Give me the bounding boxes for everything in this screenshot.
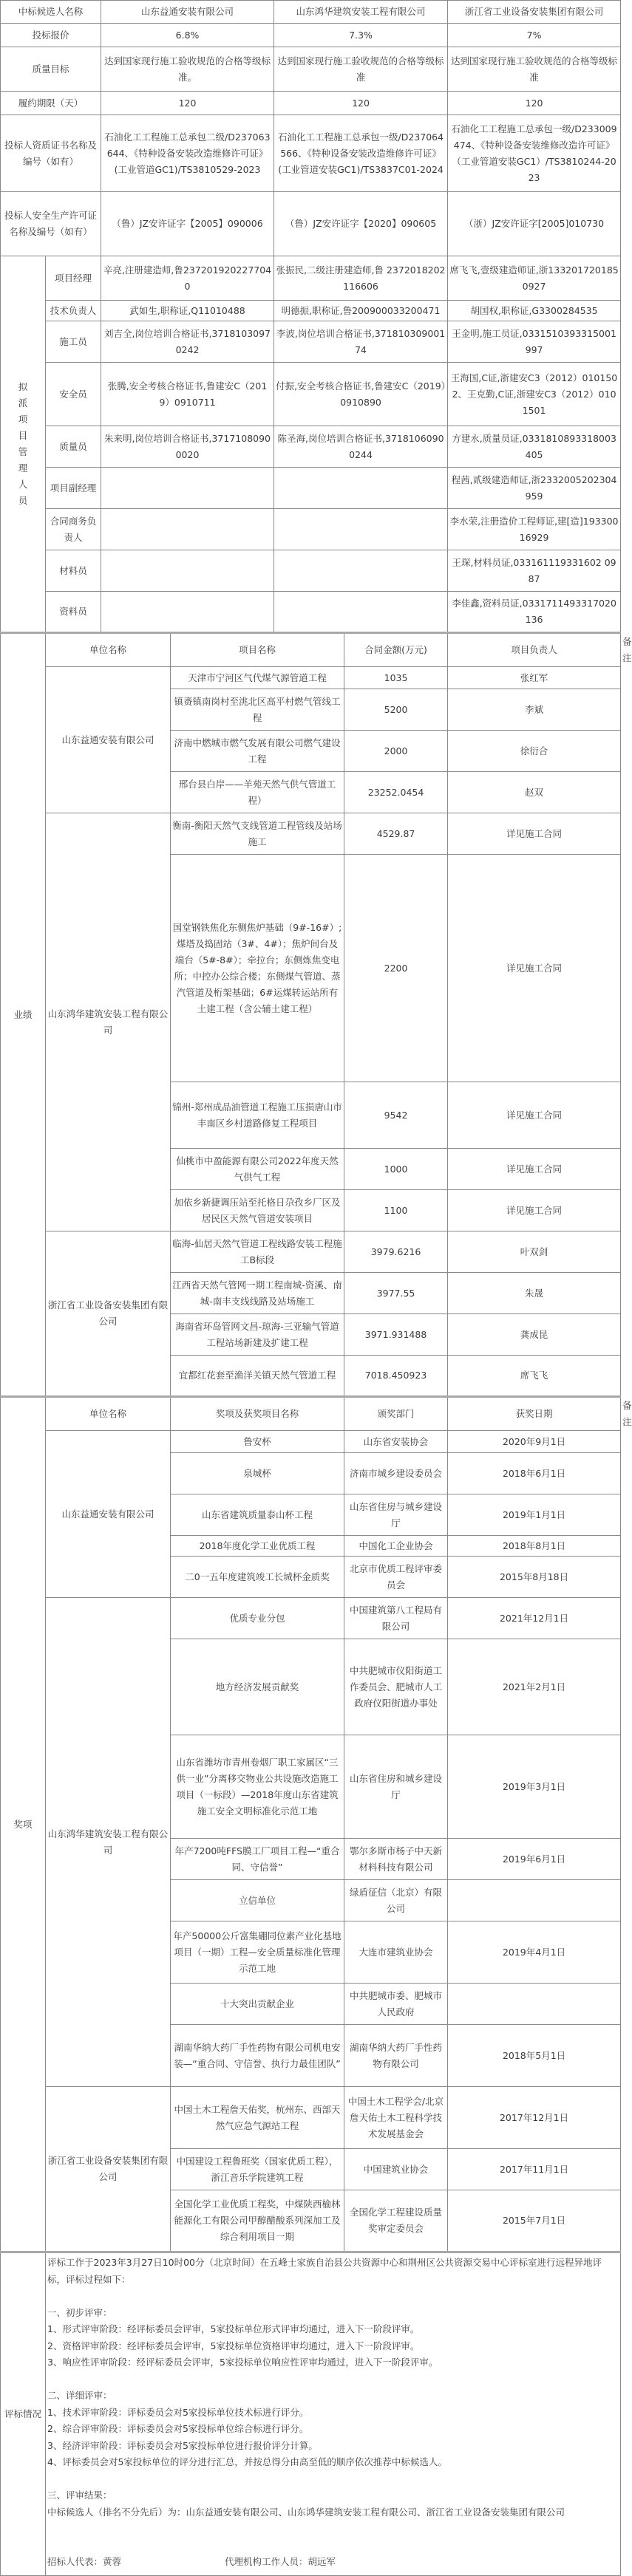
personnel-row <box>1 592 621 633</box>
personnel-value: 辛亮,注册建造师,鲁2372019202277040 <box>101 256 274 301</box>
performance-project: 邢台县白岸——羊苑天然气供气管道工程） <box>171 772 344 813</box>
performance-header: 合同金额(万元) <box>344 633 448 667</box>
personnel-value <box>101 509 274 550</box>
quality-target-1: 达到国家现行施工验收规范的合格等级标准。 <box>101 47 274 92</box>
personnel-row <box>1 550 621 592</box>
evaluation-line: 4、评标委员会对5家投标单位的评分进行汇总，并按总得分由高至低的顺序依次推荐中标候选人。 <box>47 2456 447 2467</box>
awards-date: 2018年5月1日 <box>448 2025 621 2087</box>
awards-row <box>1 1431 621 1453</box>
performance-amount: 1035 <box>344 667 448 689</box>
performance-project: 天津市宁河区气代煤气源管道工程 <box>171 667 344 689</box>
personnel-value <box>101 468 274 509</box>
personnel-value <box>101 550 274 592</box>
awards-award: 二0一五年度建筑竣工长城杯金质奖 <box>171 1557 344 1598</box>
personnel-role: 资料员 <box>46 592 101 633</box>
personnel-row <box>1 321 621 363</box>
awards-issuer: 中国土木工程学会/北京詹天佑土木工程科学技术发展基金会 <box>344 2087 448 2149</box>
awards-header: 单位名称 <box>46 1397 171 1431</box>
performance-header: 项目名称 <box>171 633 344 667</box>
performance-manager: 详见施工合同 <box>448 855 621 1082</box>
safety-license-label: 投标人安全生产许可证名称及编号（如有） <box>1 192 101 256</box>
awards-award: 鲁安杯 <box>171 1431 344 1453</box>
evaluation-line: 1、形式评审阶段：经评标委员会评审，5家投标单位形式评审均通过，进入下一阶段评审。 <box>47 2323 420 2334</box>
awards-date: 2019年4月1日 <box>448 1921 621 1984</box>
personnel-row <box>1 301 621 321</box>
safety-license-row <box>1 192 621 256</box>
awards-section-label: 奖项 <box>1 1397 46 2252</box>
awards-date: 2019年6月1日 <box>448 1839 621 1880</box>
awards-award: 地方经济发展贡献奖 <box>171 1639 344 1735</box>
evaluation-row <box>1 2252 621 2576</box>
bid-price-row <box>1 24 621 47</box>
awards-date: 2015年8月18日 <box>448 1557 621 1598</box>
evaluation-line <box>47 2521 617 2538</box>
evaluation-line <box>47 2538 617 2555</box>
performance-amount: 9542 <box>344 1082 448 1149</box>
performance-amount: 2200 <box>344 855 448 1082</box>
performance-amount: 3979.6216 <box>344 1231 448 1273</box>
personnel-value <box>274 468 448 509</box>
performance-amount: 2000 <box>344 731 448 772</box>
awards-header: 获奖日期 <box>448 1397 621 1431</box>
awards-date <box>448 1880 621 1921</box>
personnel-value: 明德振,职称证,鲁200900033200471 <box>274 301 448 321</box>
personnel-role: 项目经理 <box>46 256 101 301</box>
performance-manager: 详见施工合同 <box>448 1190 621 1231</box>
awards-issuer: 大连市建筑业协会 <box>344 1921 448 1984</box>
awards-company: 浙江省工业设备安装集团有限公司 <box>46 2087 171 2252</box>
performance-project: 江西省天然气管网一期工程南城-资溪、南城-南丰支线线路及站场施工 <box>171 1273 344 1314</box>
personnel-value: 刘吉全,岗位培训合格证书,37181030970242 <box>101 321 274 363</box>
evaluation-line: 3、经济评审阶段：评标委员会对5家投标单位进行报价评分计算。 <box>47 2439 318 2451</box>
quality-target-3: 达到国家现行施工验收规范的合格等级标准 <box>448 47 621 92</box>
agency-staff: 代理机构工作人员：胡远军 <box>225 2556 336 2567</box>
quality-target-row <box>1 47 621 92</box>
duration-label: 履约期限（天） <box>1 92 101 115</box>
awards-date: 2020年9月1日 <box>448 1431 621 1453</box>
personnel-value <box>274 509 448 550</box>
qualification-3: 石油化工工程施工总承包一级/D233009474、《特种设备安装维修改造许可证》（工业管道安装GC1）/TS3810244-2023 <box>448 115 621 192</box>
personnel-value: 李水荣,注册造价工程师证,建[造]19330016929 <box>448 509 621 550</box>
bid-price-label: 投标报价 <box>1 24 101 47</box>
awards-issuer: 绿盾征信（北京）有限公司 <box>344 1880 448 1921</box>
awards-date: 2019年1月1日 <box>448 1494 621 1536</box>
performance-project: 临海-仙居天然气管道工程线路安装工程施工B标段 <box>171 1231 344 1273</box>
evaluation-line <box>47 2371 617 2388</box>
awards-issuer: 北京市优质工程评审委员会 <box>344 1557 448 1598</box>
personnel-value: 王琛,材料员证,033161119331602 0987 <box>448 550 621 592</box>
performance-section-label: 业绩 <box>1 633 46 1397</box>
awards-row <box>1 2087 621 2149</box>
awards-issuer: 山东省安装协会 <box>344 1431 448 1453</box>
personnel-role: 项目副经理 <box>46 468 101 509</box>
duration-2: 120 <box>274 92 448 115</box>
awards-header: 奖项及获奖项目名称 <box>171 1397 344 1431</box>
performance-manager: 李斌 <box>448 689 621 731</box>
performance-header: 项目负责人 <box>448 633 621 667</box>
evaluation-label: 评标情况 <box>1 2252 46 2576</box>
personnel-value <box>101 592 274 633</box>
awards-row <box>1 1598 621 1639</box>
performance-project: 加依乡新捷调压站至托格日尕孜乡厂区及居民区天然气管道安装项目 <box>171 1190 344 1231</box>
personnel-row <box>1 468 621 509</box>
safety-license-3: （浙）JZ安许证字[2005]010730 <box>448 192 621 256</box>
personnel-value <box>274 550 448 592</box>
performance-company: 浙江省工业设备安装集团有限公司 <box>46 1231 171 1397</box>
personnel-value: 陈圣海,岗位培训合格证书,37181060900244 <box>274 426 448 468</box>
evaluation-line: 中标候选人（排名不分先后）为：山东益通安装有限公司、山东鸿华建筑安装工程有限公司、浙江省工业设备安装集团有限公司 <box>47 2506 565 2518</box>
awards-issuer: 山东省住房与城乡建设厅 <box>344 1494 448 1536</box>
awards-date <box>448 1984 621 2025</box>
awards-date: 2017年11月1日 <box>448 2149 621 2190</box>
personnel-row <box>1 426 621 468</box>
performance-project: 锦州-郑州成品油管道工程施工压损唐山市丰南区乡村道路修复工程项目 <box>171 1082 344 1149</box>
personnel-row <box>1 256 621 301</box>
personnel-row <box>1 509 621 550</box>
personnel-value: 张振民,二级注册建造师,鲁 2372018202116606 <box>274 256 448 301</box>
awards-date: 2018年6月1日 <box>448 1453 621 1494</box>
performance-amount: 3977.55 <box>344 1273 448 1314</box>
personnel-role: 技术负责人 <box>46 301 101 321</box>
awards-issuer: 中国建筑第八工程局有限公司 <box>344 1598 448 1639</box>
performance-header-row: 业绩 单位名称 项目名称 合同金额(万元) 项目负责人 备注 <box>1 633 621 667</box>
qualification-label: 投标人资质证书名称及编号（如有） <box>1 115 101 192</box>
performance-amount: 23252.0454 <box>344 772 448 813</box>
performance-project: 国堂钢铁焦化东侧焦炉基础（9#-16#）;煤塔及捣固站（3#、4#）；焦炉间台及端台（5#-8#）；牵拉台；东侧炼焦变电所；中控办公综合楼；东侧煤气管道、蒸汽管道及桁架基础；6#运煤转运站所有土建工程（含公辅土建工程） <box>171 855 344 1082</box>
duration-1: 120 <box>101 92 274 115</box>
evaluation-line <box>47 2471 617 2488</box>
performance-manager: 赵双 <box>448 772 621 813</box>
awards-award: 年产50000公斤富集硼同位素产业化基地项目（一期）工程—安全质量标准化管理示范工地 <box>171 1921 344 1984</box>
awards-issuer: 全国化学工程建设质量奖审定委员会 <box>344 2190 448 2252</box>
personnel-value: 朱来明,岗位培训合格证书,37171080900020 <box>101 426 274 468</box>
awards-award: 山东省潍坊市青州卷烟厂职工家属区“三供一业”分离移交物业公共设施改造施工项目（一标段）—2018年度山东省建筑施工安全文明标准化示范工地 <box>171 1735 344 1839</box>
awards-company: 山东益通安装有限公司 <box>46 1431 171 1598</box>
personnel-value: 付振,安全考核合格证书,鲁建安C（2019）0910890 <box>274 363 448 426</box>
evaluation-line: 二、详细评审： <box>47 2390 112 2401</box>
performance-manager: 席飞飞 <box>448 1356 621 1397</box>
candidate-name-3: 浙江省工业设备安装集团有限公司 <box>448 1 621 24</box>
awards-award: 2018年度化学工业优质工程 <box>171 1536 344 1557</box>
awards-date: 2015年7月1日 <box>448 2190 621 2252</box>
performance-project: 宜都红花套至渔洋关镇天然气管道工程 <box>171 1356 344 1397</box>
quality-target-label: 质量目标 <box>1 47 101 92</box>
duration-row <box>1 92 621 115</box>
personnel-value: 李波,岗位培训合格证书,37181030900174 <box>274 321 448 363</box>
performance-manager: 徐衍合 <box>448 731 621 772</box>
performance-amount: 1000 <box>344 1149 448 1190</box>
bid-price-2: 7.3% <box>274 24 448 47</box>
awards-award: 中国土木工程詹天佑奖，杭州东、西部天然气应急气源站工程 <box>171 2087 344 2149</box>
performance-company: 山东益通安装有限公司 <box>46 667 171 813</box>
awards-award: 立信单位 <box>171 1880 344 1921</box>
awards-header: 颁奖部门 <box>344 1397 448 1431</box>
performance-manager: 叶双剑 <box>448 1231 621 1273</box>
candidate-name-2: 山东鸿华建筑安装工程有限公司 <box>274 1 448 24</box>
personnel-group-label: 拟派项目管理人员 <box>1 256 46 633</box>
awards-date: 2019年3月1日 <box>448 1735 621 1839</box>
awards-award: 年产7200吨FFS膜工厂项目工程—“重合同、守信誉” <box>171 1839 344 1880</box>
performance-manager: 张红军 <box>448 667 621 689</box>
candidates-row <box>1 1 621 24</box>
performance-manager: 朱晟 <box>448 1273 621 1314</box>
awards-issuer: 湖南华纳大药厂手性药物有限公司 <box>344 2025 448 2087</box>
awards-issuer: 济南市城乡建设委员会 <box>344 1453 448 1494</box>
tenderer-representative: 招标人代表：黄蓉 <box>47 2556 122 2567</box>
performance-row <box>1 1231 621 1273</box>
personnel-value: 胡国权,职称证,G3300284535 <box>448 301 621 321</box>
awards-issuer: 中共肥城市委、肥城市人民政府 <box>344 1984 448 2025</box>
performance-project: 济南中燃城市燃气发展有限公司燃气建设工程 <box>171 731 344 772</box>
awards-date: 2021年2月1日 <box>448 1639 621 1735</box>
evaluation-line: 1、技术评审阶段：评标委员会对5家投标单位技术标进行评分。 <box>47 2406 309 2418</box>
performance-row <box>1 813 621 855</box>
personnel-value: 席飞飞,壹级建造师证,浙1332017201850927 <box>448 256 621 301</box>
awards-award: 中国建设工程鲁班奖（国家优质工程），浙江音乐学院建筑工程 <box>171 2149 344 2190</box>
evaluation-line: 三、评审结果： <box>47 2490 112 2501</box>
qualification-1: 石油化工工程施工总承包二级/D237063644、《特种设备安装改造维修许可证》(工业管道GC1)/TS3810529-2023 <box>101 115 274 192</box>
candidates-label: 中标候选人名称 <box>1 1 101 24</box>
personnel-role: 材料员 <box>46 550 101 592</box>
awards-award: 全国化学工业优质工程奖，中煤陕西榆林能源化工有限公司甲醇醋酸系列深加工及综合利用项目一期 <box>171 2190 344 2252</box>
performance-company: 山东鸿华建筑安装工程有限公司 <box>46 813 171 1231</box>
awards-award: 十大突出贡献企业 <box>171 1984 344 2025</box>
qualification-row <box>1 115 621 192</box>
personnel-value: 张腾,安全考核合格证书,鲁建安C（2019）0910711 <box>101 363 274 426</box>
performance-project: 衡南-衡阳天然气支线管道工程管线及站场施工 <box>171 813 344 855</box>
duration-3: 120 <box>448 92 621 115</box>
evaluation-line: 一、初步评审： <box>47 2306 112 2318</box>
personnel-value: 王金明,施工员证,0331510393315001997 <box>448 321 621 363</box>
evaluation-line: 3、响应性评审阶段：经评标委员会评审，5家投标单位响应性评审均通过，进入下一阶段评审。 <box>47 2357 438 2368</box>
personnel-value: 王海国,C证,浙建安C3（2012）0101502、王克勤,C证,浙建安C3（2012）0101501 <box>448 363 621 426</box>
evaluation-line <box>47 2288 617 2305</box>
awards-issuer: 中共肥城市仪阳街道工作委员会、肥城市人工政府仪阳街道办事处 <box>344 1639 448 1735</box>
personnel-role: 安全员 <box>46 363 101 426</box>
personnel-role: 施工员 <box>46 321 101 363</box>
performance-amount: 7018.450923 <box>344 1356 448 1397</box>
awards-award: 泉城杯 <box>171 1453 344 1494</box>
awards-issuer: 中国建筑业协会 <box>344 2149 448 2190</box>
performance-manager: 详见施工合同 <box>448 1149 621 1190</box>
performance-amount: 5200 <box>344 689 448 731</box>
awards-issuer: 中国化工企业协会 <box>344 1536 448 1557</box>
awards-company: 山东鸿华建筑安装工程有限公司 <box>46 1598 171 2087</box>
performance-amount: 4529.87 <box>344 813 448 855</box>
performance-manager: 详见施工合同 <box>448 813 621 855</box>
quality-target-2: 达到国家现行施工验收规范的合格等级标准 <box>274 47 448 92</box>
awards-date: 2018年8月1日 <box>448 1536 621 1557</box>
personnel-value: 武如生,职称证,Q11010488 <box>101 301 274 321</box>
evaluation-line: 2、资格评审阶段：经评标委员会评审，5家投标单位资格评审均通过，进入下一阶段评审。 <box>47 2340 420 2351</box>
personnel-role: 质量员 <box>46 426 101 468</box>
performance-project: 海南省环岛管网文昌-琼海-三亚输气管道工程站场新建及扩建工程 <box>171 1314 344 1356</box>
evaluation-line: 评标工作于2023年3月27日10时00分（北京时间）在五峰土家族自治县公共资源中心和荆州区公共资源交易中心评标室进行远程异地评标，评标过程如下： <box>47 2257 602 2285</box>
safety-license-2: （鲁）JZ安许证字【2020】090605 <box>274 192 448 256</box>
personnel-value: 程茜,贰级建造师证,浙2332005202304959 <box>448 468 621 509</box>
awards-issuer: 山东省住房和城乡建设厅 <box>344 1735 448 1839</box>
bid-price-1: 6.8% <box>101 24 274 47</box>
personnel-row <box>1 363 621 426</box>
personnel-value: 李佳鑫,资料员证,0331711493317020136 <box>448 592 621 633</box>
performance-header: 单位名称 <box>46 633 171 667</box>
evaluation-line: 2、综合评审阶段：评标委员会对5家投标单位综合标进行评分。 <box>47 2423 309 2434</box>
awards-award: 山东省建筑质量泰山杯工程 <box>171 1494 344 1536</box>
awards-issuer: 鄂尔多斯市杨子中天新材料科技有限公司 <box>344 1839 448 1880</box>
evaluation-content <box>46 2252 621 2576</box>
performance-manager: 龚成昆 <box>448 1314 621 1356</box>
qualification-2: 石油化工工程施工总承包一级/D237064566、《特种设备安装改造维修许可证》(工业管道安装GC1)/TS3837C01-2024 <box>274 115 448 192</box>
performance-project: 镇赉镇南岗村至洮北区高平村燃气管线工程 <box>171 689 344 731</box>
signers <box>47 2554 617 2571</box>
bid-price-3: 7% <box>448 24 621 47</box>
awards-award: 优质专业分包 <box>171 1598 344 1639</box>
personnel-value: 方建永,质量员证,0331810893318003405 <box>448 426 621 468</box>
candidate-name-1: 山东益通安装有限公司 <box>101 1 274 24</box>
safety-license-1: （鲁）JZ安许证字【2005】090006 <box>101 192 274 256</box>
performance-row <box>1 667 621 689</box>
performance-project: 仙桃市中盈能源有限公司2022年度天然气供气工程 <box>171 1149 344 1190</box>
performance-manager: 详见施工合同 <box>448 1082 621 1149</box>
awards-date: 2017年12月1日 <box>448 2087 621 2149</box>
awards-date: 2021年12月1日 <box>448 1598 621 1639</box>
performance-amount: 1100 <box>344 1190 448 1231</box>
personnel-value <box>274 592 448 633</box>
awards-award: 湖南华纳大药厂手性药物有限公司机电安装—“重合同、守信誉、执行力最佳团队” <box>171 2025 344 2087</box>
performance-amount: 3971.931488 <box>344 1314 448 1356</box>
awards-header-row: 奖项 单位名称 奖项及获奖项目名称 颁奖部门 获奖日期 备注 <box>1 1397 621 1431</box>
personnel-role: 合同商务负责人 <box>46 509 101 550</box>
